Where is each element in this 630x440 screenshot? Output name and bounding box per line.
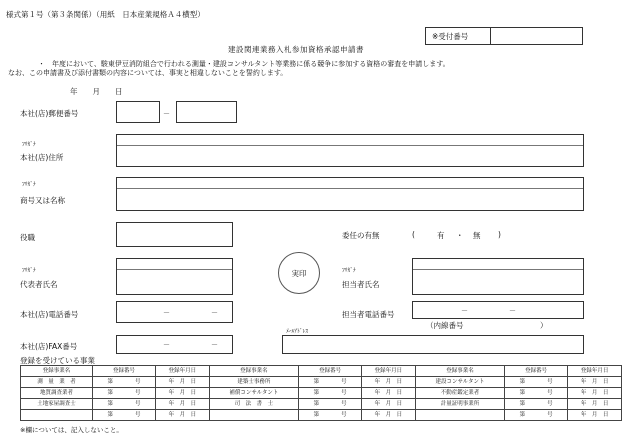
registration-number-cell[interactable]: 第 号 [299, 399, 362, 410]
contact-phone-label: 担当者電話番号 [342, 310, 395, 319]
business-name-cell: 補償コンサルタント [209, 388, 298, 399]
registration-date-cell[interactable]: 年 月 日 [362, 399, 416, 410]
extension-close: ） [540, 321, 548, 330]
address-furigana-label: ﾌﾘｶﾞﾅ [22, 142, 36, 148]
delegation-option-no[interactable]: 無 [473, 231, 481, 240]
intro-text-2: なお、この申請書及び添付書類の内容については、事実と相違しないことを誓約します。 [8, 69, 288, 77]
delegation-option-yes[interactable]: 有 [437, 231, 445, 240]
registration-date-cell[interactable]: 年 月 日 [155, 388, 209, 399]
registration-number-cell[interactable]: 第 号 [505, 410, 568, 421]
registration-date-cell[interactable]: 年 月 日 [568, 377, 622, 388]
header-cell: 登録年月日 [568, 366, 622, 377]
phone-separator-1: － [163, 309, 170, 317]
header-cell: 登録番号 [93, 366, 156, 377]
company-phone-label: 本社(店)電話番号 [20, 310, 79, 319]
address-field[interactable] [116, 134, 584, 167]
representative-furigana-label: ﾌﾘｶﾞﾅ [22, 268, 36, 274]
header-cell: 登録事業名 [209, 366, 298, 377]
business-name-cell[interactable] [415, 410, 504, 421]
email-field[interactable] [282, 335, 584, 354]
seal-label: 実印 [291, 268, 307, 278]
contact-phone-separator-2: － [509, 307, 516, 315]
registration-number-cell[interactable]: 第 号 [299, 410, 362, 421]
business-name-cell: 建設コンサルタント [415, 377, 504, 388]
extension-label: （内線番号 [426, 321, 464, 330]
registration-row [21, 410, 622, 421]
date-line: 年 月 日 [70, 87, 123, 96]
address-label: 本社(店)住所 [20, 153, 64, 162]
header-cell: 登録事業名 [415, 366, 504, 377]
postal-code-label: 本社(店)郵便番号 [20, 109, 79, 118]
company-name-label: 商号又は名称 [20, 196, 65, 205]
registration-date-cell[interactable]: 年 月 日 [568, 410, 622, 421]
registration-date-cell[interactable]: 年 月 日 [155, 399, 209, 410]
company-phone-field[interactable] [116, 301, 233, 323]
registration-number-cell[interactable]: 第 号 [93, 410, 156, 421]
header-cell: 登録番号 [299, 366, 362, 377]
business-name-cell: 測 量 業 者 [21, 377, 93, 388]
registration-number-cell[interactable]: 第 号 [93, 377, 156, 388]
business-name-cell[interactable] [209, 410, 298, 421]
registration-date-cell[interactable]: 年 月 日 [362, 410, 416, 421]
registration-number-cell[interactable]: 第 号 [299, 377, 362, 388]
registration-row [21, 388, 622, 399]
contact-furigana-label: ﾌﾘｶﾞﾅ [342, 268, 356, 274]
registration-header-row [21, 366, 622, 377]
contact-person-label: 担当者氏名 [342, 280, 380, 289]
fax-separator-1: － [163, 341, 170, 349]
registration-row [21, 399, 622, 410]
intro-text-1: ・ 年度において、駿東伊豆消防組合で行われる測量・建設コンサルタント等業務に係る競争に参加する資格の審査を申請します。 [38, 60, 450, 68]
contact-phone-separator-1: － [461, 307, 468, 315]
position-field[interactable] [116, 222, 233, 247]
registration-table [20, 365, 622, 421]
business-name-cell: 計量証明事業所 [415, 399, 504, 410]
registration-section-label: 登録を受けている事業 [20, 356, 95, 365]
company-fax-field[interactable] [116, 335, 233, 354]
representative-name-label: 代表者氏名 [20, 280, 58, 289]
business-name-cell: 不動産鑑定業者 [415, 388, 504, 399]
company-furigana-label: ﾌﾘｶﾞﾅ [22, 182, 36, 188]
registration-row [21, 377, 622, 388]
registration-number-cell[interactable]: 第 号 [505, 388, 568, 399]
registration-number-cell[interactable]: 第 号 [505, 377, 568, 388]
registration-date-cell[interactable]: 年 月 日 [568, 399, 622, 410]
official-seal-circle [278, 252, 320, 294]
registration-number-cell[interactable]: 第 号 [505, 399, 568, 410]
business-name-cell: 土地家屋調査士 [21, 399, 93, 410]
postal-code-separator: － [163, 110, 170, 118]
business-name-cell: 建築士事務所 [209, 377, 298, 388]
registration-date-cell[interactable]: 年 月 日 [155, 377, 209, 388]
postal-code-field-1[interactable] [116, 101, 160, 123]
business-name-cell[interactable] [21, 410, 93, 421]
registration-date-cell[interactable]: 年 月 日 [362, 388, 416, 399]
delegation-label: 委任の有無 [342, 231, 380, 240]
delegation-close-paren: ) [498, 230, 501, 239]
postal-code-field-2[interactable] [176, 101, 237, 123]
registration-date-cell[interactable]: 年 月 日 [155, 410, 209, 421]
page-title: 建設関連業務入札参加資格承認申請書 [228, 45, 364, 54]
form-reference: 様式第１号（第３条関係）（用紙 日本産業規格Ａ４横型） [6, 10, 205, 19]
company-name-field[interactable] [116, 177, 584, 211]
business-name-cell: 地質調査業者 [21, 388, 93, 399]
receipt-number-box [425, 27, 583, 45]
header-cell: 登録年月日 [362, 366, 416, 377]
delegation-separator: ・ [456, 231, 464, 240]
business-name-cell: 司 法 書 士 [209, 399, 298, 410]
position-label: 役職 [20, 233, 35, 242]
contact-phone-field[interactable] [412, 301, 584, 319]
email-label: ﾒｰﾙｱﾄﾞﾚｽ [286, 329, 309, 335]
registration-date-cell[interactable]: 年 月 日 [362, 377, 416, 388]
header-cell: 登録年月日 [155, 366, 209, 377]
registration-number-cell[interactable]: 第 号 [93, 388, 156, 399]
representative-name-field[interactable] [116, 258, 233, 295]
registration-number-cell[interactable]: 第 号 [93, 399, 156, 410]
fax-separator-2: － [211, 341, 218, 349]
phone-separator-2: － [211, 309, 218, 317]
company-fax-label: 本社(店)FAX番号 [20, 342, 78, 351]
delegation-open-paren: ( [412, 230, 415, 239]
contact-person-field[interactable] [412, 258, 584, 295]
registration-number-cell[interactable]: 第 号 [299, 388, 362, 399]
header-cell: 登録事業名 [21, 366, 93, 377]
receipt-number-label: ※受付番号 [432, 32, 469, 41]
footer-note: ※欄については、記入しないこと。 [20, 426, 123, 434]
header-cell: 登録番号 [505, 366, 568, 377]
registration-date-cell[interactable]: 年 月 日 [568, 388, 622, 399]
